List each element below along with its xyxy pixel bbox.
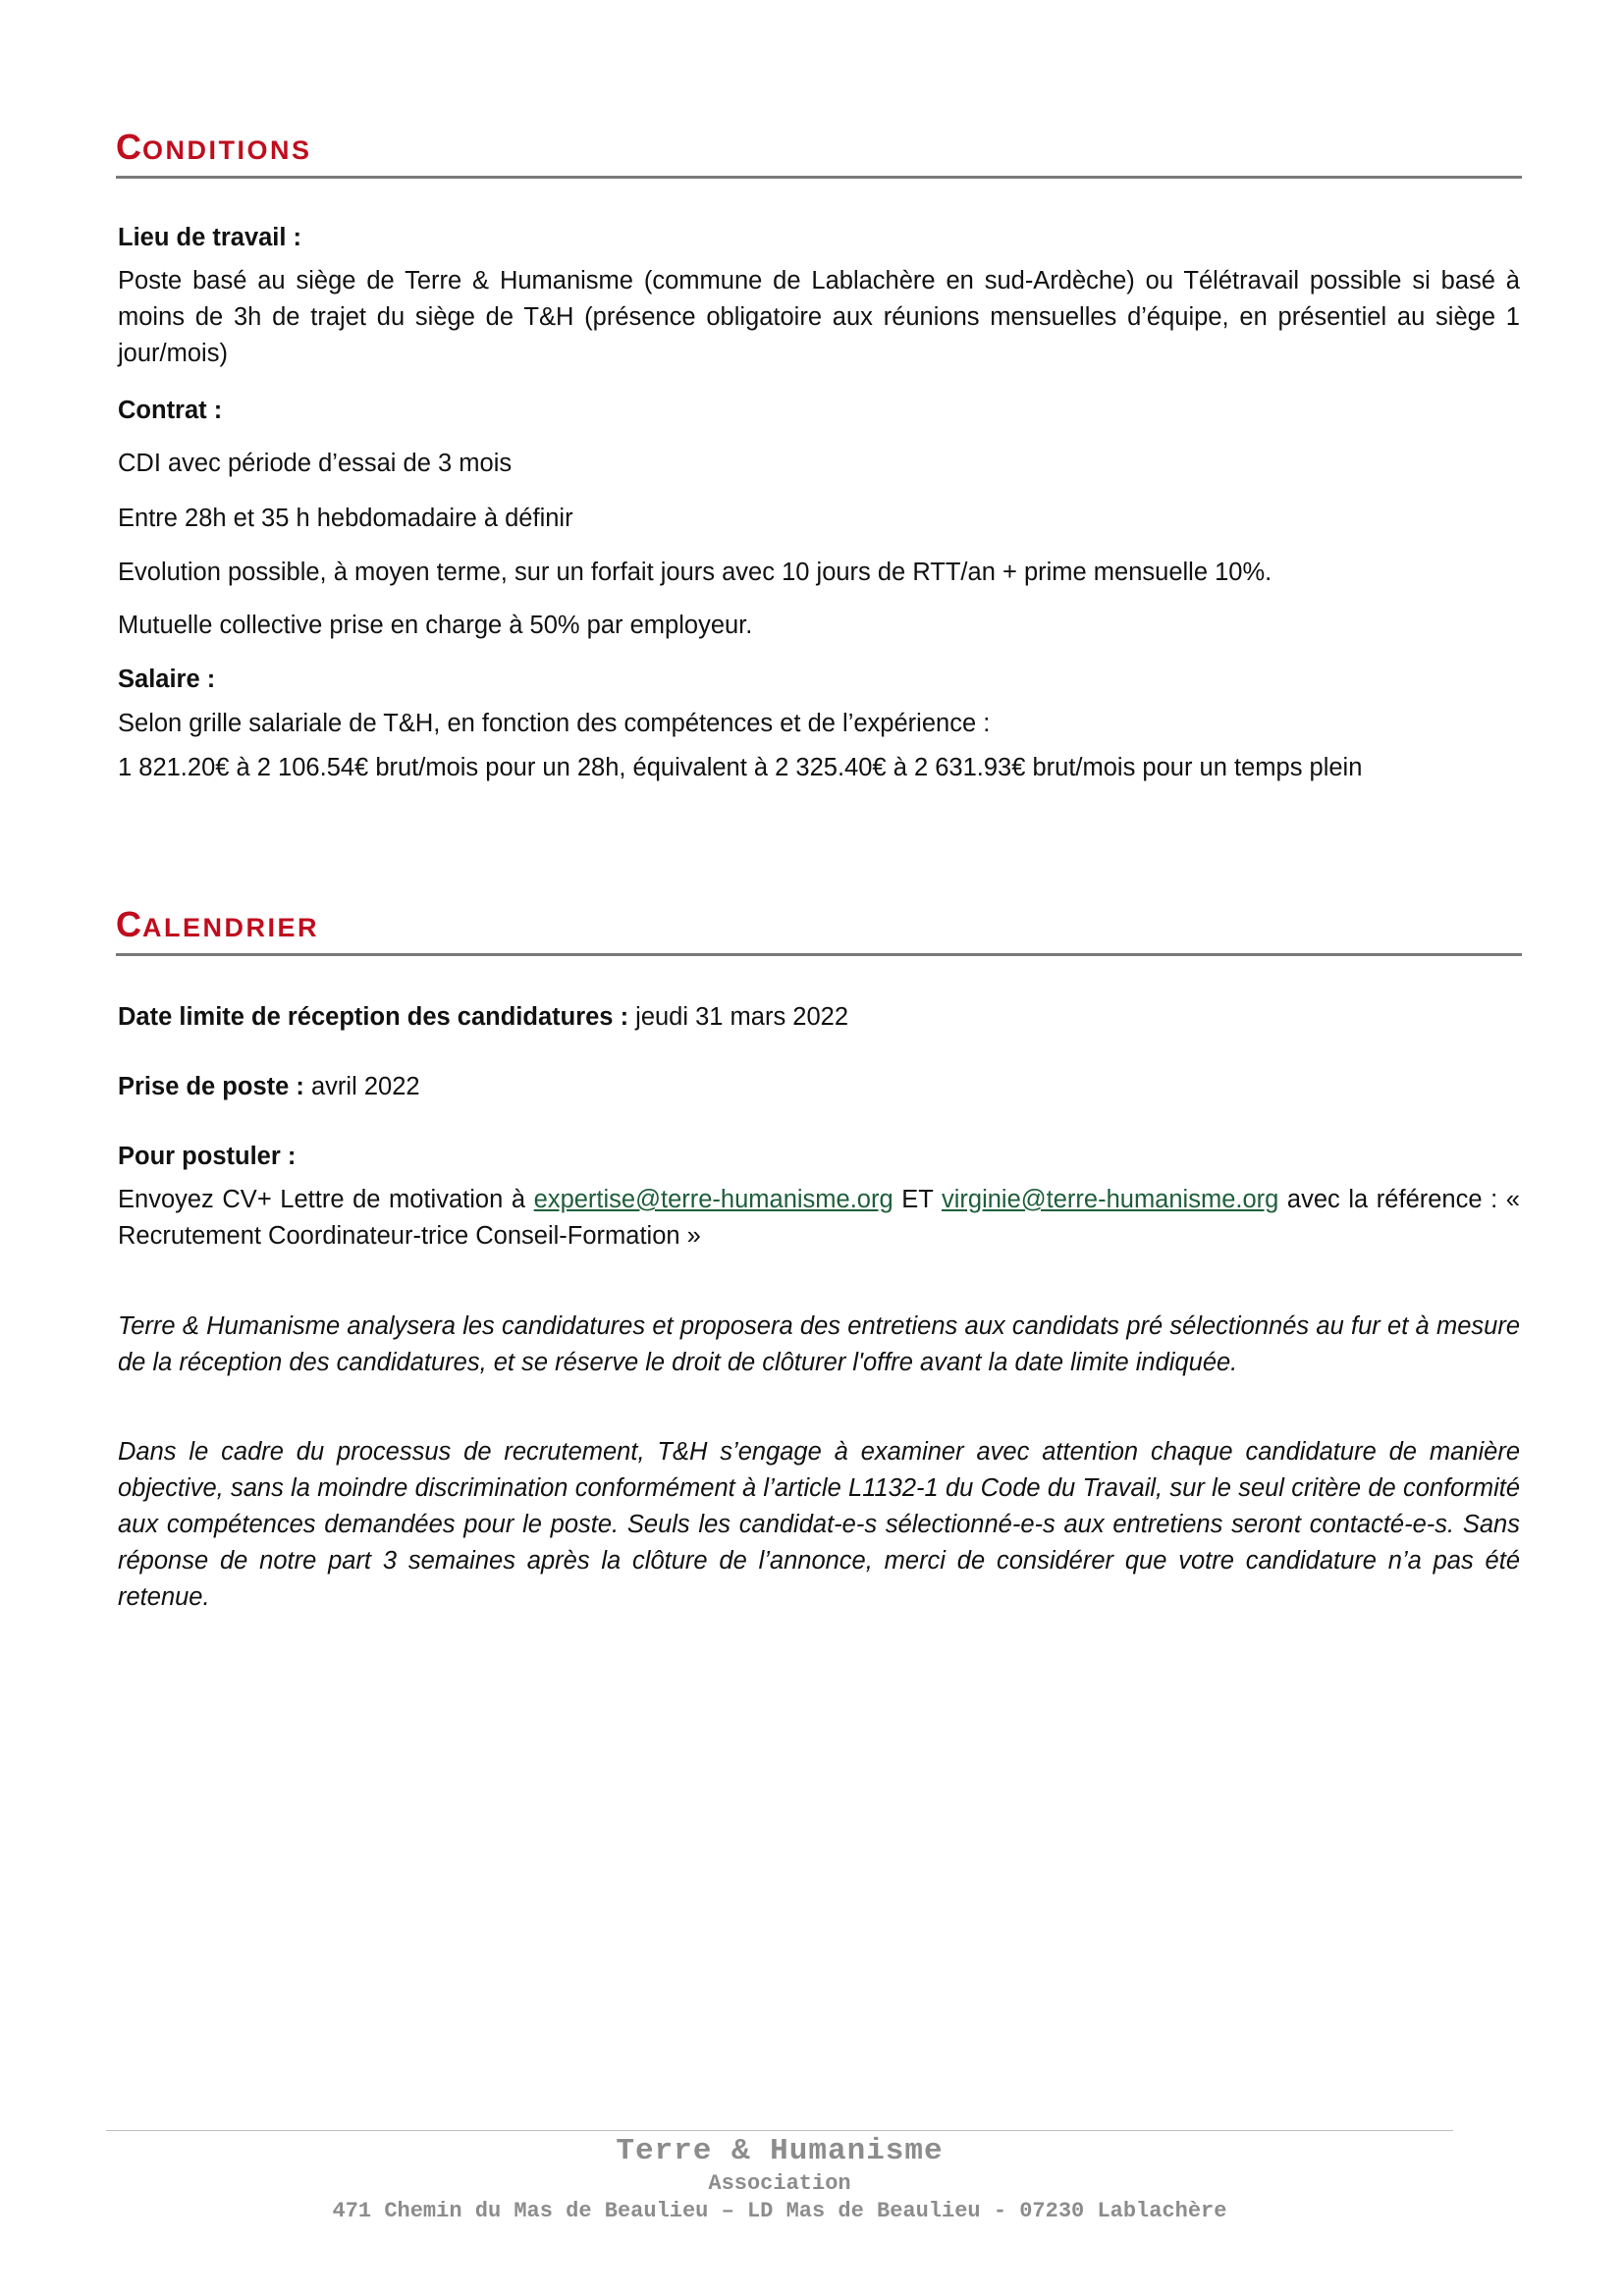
- footer-address: 471 Chemin du Mas de Beaulieu – LD Mas de Beaulieu - 07230 Lablachère: [332, 2199, 1227, 2223]
- date-limite-value: jeudi 31 mars 2022: [628, 1003, 849, 1031]
- contrat-line: CDI avec période d’essai de 3 mois: [118, 450, 513, 477]
- heading-rest: ALENDRIER: [142, 913, 320, 942]
- postuler-reference: avec la référence : « Recrutement Coordinateur-trice Conseil-Formation »: [118, 1186, 1520, 1250]
- email-link-expertise[interactable]: expertise@terre-humanisme.org: [533, 1186, 893, 1213]
- salaire-label: Salaire :: [118, 666, 216, 693]
- email-link-virginie[interactable]: virginie@terre-humanisme.org: [941, 1186, 1279, 1213]
- lieu-de-travail-label: Lieu de travail :: [118, 224, 302, 251]
- contrat-line: Evolution possible, à moyen terme, sur un forfait jours avec 10 jours de RTT/an + prime mensuelle 10%.: [118, 559, 1272, 586]
- contrat-line: Entre 28h et 35 h hebdomadaire à définir: [118, 505, 573, 532]
- heading-rest: ONDITIONS: [142, 135, 312, 165]
- postuler-intro: Envoyez CV+ Lettre de motivation à: [118, 1186, 534, 1213]
- postuler-et: ET: [893, 1186, 942, 1213]
- note-non-discrimination: Dans le cadre du processus de recrutement, T&H s’engage à examiner avec attention chaque candidature de manière objective, sans la moindre discrimination conformément à l’article L1132-1 du Code du Travail, sur le seul critère de conformité aux compétences demandées pour le poste. Seuls les candidat-e-s sélectionné-e-s aux entretiens seront contacté-e-s. Sans réponse de notre part 3 semaines après la clôture de l’annonce, merci de considérer que votre candidature n’a pas été retenue.: [118, 1438, 1520, 1611]
- footer-org-name: Terre & Humanisme: [616, 2134, 944, 2168]
- heading-initial: C: [116, 127, 142, 167]
- pour-postuler-label: Pour postuler :: [118, 1143, 297, 1170]
- heading-initial: C: [116, 904, 142, 944]
- prise-de-poste-value: avril 2022: [303, 1073, 420, 1100]
- salaire-text: Selon grille salariale de T&H, en fonction des compétences et de l’expérience :: [118, 710, 991, 737]
- section-heading-calendrier: [116, 903, 1522, 956]
- lieu-de-travail-text: Poste basé au siège de Terre & Humanisme (commune de Lablachère en sud-Ardèche) ou Télétravail possible si basé à moins de 3h de trajet du siège de T&H (présence obligatoire aux réunions mensuelles d’équipe, en présentiel au siège 1 jour/mois): [118, 267, 1520, 367]
- contrat-label: Contrat :: [118, 397, 223, 424]
- pour-postuler-text: [118, 1182, 1520, 1255]
- date-limite-label: Date limite de réception des candidatures :: [118, 1003, 629, 1031]
- date-limite: [118, 999, 1520, 1036]
- contrat-line: Mutuelle collective prise en charge à 50% par employeur.: [118, 612, 753, 639]
- salaire-amounts: 1 821.20€ à 2 106.54€ brut/mois pour un 28h, équivalent à 2 325.40€ à 2 631.93€ brut/mois pour un temps plein: [118, 754, 1363, 781]
- footer-org-type: Association: [708, 2171, 851, 2196]
- prise-de-poste: [118, 1069, 1520, 1105]
- prise-de-poste-label: Prise de poste :: [118, 1073, 304, 1100]
- note-analyse-candidatures: Terre & Humanisme analysera les candidatures et proposera des entretiens aux candidats pré sélectionnés au fur et à mesure de la réception des candidatures, et se réserve le droit de clôturer l'offre avant la date limite indiquée.: [118, 1312, 1520, 1376]
- section-heading-conditions: [116, 126, 1522, 179]
- footer-divider: [106, 2130, 1453, 2131]
